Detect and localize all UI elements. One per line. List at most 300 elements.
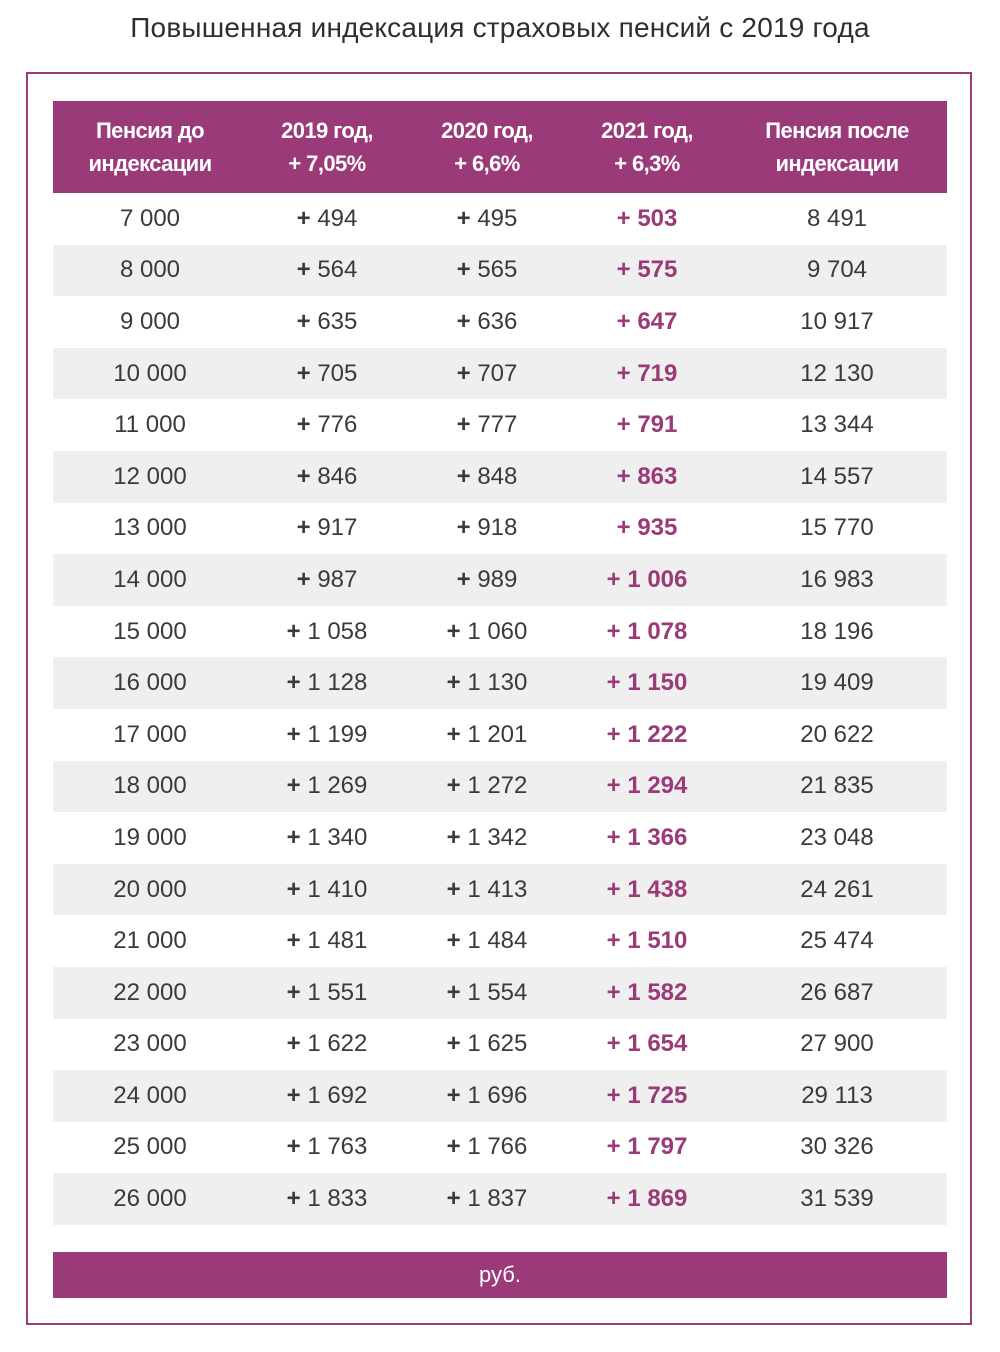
table-cell — [727, 812, 947, 864]
cell-value: 21 835 — [800, 772, 874, 800]
table-cell — [567, 967, 727, 1019]
table-cell — [247, 1122, 407, 1174]
increase-sign: + — [286, 978, 301, 1006]
column-header — [53, 101, 247, 193]
table-cell — [53, 1070, 247, 1122]
increase-sign: + — [456, 256, 471, 284]
table-cell — [407, 193, 567, 245]
table-cell — [567, 864, 727, 916]
table-cell — [567, 1122, 727, 1174]
cell-value: 503 — [637, 204, 678, 232]
table-cell — [567, 348, 727, 400]
cell-value: 1 128 — [307, 669, 368, 697]
increase-sign: + — [606, 978, 621, 1006]
column-header-line: + 7,05% — [288, 151, 366, 176]
table-row — [53, 503, 947, 555]
increase-sign: + — [606, 1185, 621, 1213]
cell-value: 1 342 — [467, 823, 528, 851]
table-cell — [407, 503, 567, 555]
table-cell — [407, 967, 567, 1019]
increase-sign: + — [286, 1081, 301, 1109]
cell-value: 1 582 — [627, 978, 688, 1006]
cell-value: 1 763 — [307, 1133, 368, 1161]
table-cell — [247, 296, 407, 348]
table-cell — [247, 348, 407, 400]
table-row — [53, 296, 947, 348]
cell-value: 1 869 — [627, 1185, 688, 1213]
table-row — [53, 399, 947, 451]
table-cell — [247, 193, 407, 245]
increase-sign: + — [606, 669, 621, 697]
cell-value: 13 344 — [800, 411, 874, 439]
increase-sign: + — [446, 823, 461, 851]
table-row — [53, 657, 947, 709]
increase-sign: + — [286, 1133, 301, 1161]
table-cell — [407, 296, 567, 348]
cell-value: 1 272 — [467, 772, 528, 800]
increase-sign: + — [446, 1185, 461, 1213]
increase-sign: + — [286, 823, 301, 851]
cell-value: 1 554 — [467, 978, 528, 1006]
table-cell — [53, 245, 247, 297]
increase-sign: + — [446, 1030, 461, 1058]
table-row — [53, 915, 947, 967]
increase-sign: + — [286, 927, 301, 955]
table-cell — [727, 761, 947, 813]
table-cell — [407, 709, 567, 761]
cell-value: 1 438 — [627, 875, 688, 903]
increase-sign: + — [616, 411, 631, 439]
increase-sign: + — [296, 411, 311, 439]
increase-sign: + — [456, 565, 471, 593]
increase-sign: + — [606, 927, 621, 955]
table-cell — [407, 1122, 567, 1174]
increase-sign: + — [606, 875, 621, 903]
cell-value: 14 000 — [113, 565, 187, 593]
cell-value: 1 510 — [627, 927, 688, 955]
table-cell — [727, 1019, 947, 1071]
table-cell — [247, 606, 407, 658]
column-header-line: индексации — [88, 151, 212, 176]
column-header — [247, 101, 407, 193]
increase-sign: + — [616, 204, 631, 232]
table-cell — [567, 503, 727, 555]
table-row — [53, 761, 947, 813]
column-header — [567, 101, 727, 193]
increase-sign: + — [616, 462, 631, 490]
table-row — [53, 606, 947, 658]
column-header-line: индексации — [775, 151, 899, 176]
table-row — [53, 1019, 947, 1071]
cell-value: 1 199 — [307, 720, 368, 748]
cell-value: 846 — [317, 462, 358, 490]
cell-value: 24 261 — [800, 875, 874, 903]
table-cell — [727, 709, 947, 761]
cell-value: 1 340 — [307, 823, 368, 851]
table-row — [53, 864, 947, 916]
table-cell — [407, 245, 567, 297]
cell-value: 29 113 — [801, 1081, 873, 1109]
table-cell — [727, 1122, 947, 1174]
cell-value: 1 413 — [467, 875, 528, 903]
cell-value: 20 622 — [800, 720, 874, 748]
table-cell — [727, 296, 947, 348]
cell-value: 987 — [317, 565, 358, 593]
table-cell — [53, 761, 247, 813]
increase-sign: + — [286, 617, 301, 645]
cell-value: 1 725 — [627, 1081, 688, 1109]
cell-value: 719 — [637, 359, 678, 387]
increase-sign: + — [296, 514, 311, 542]
cell-value: 918 — [477, 514, 518, 542]
cell-value: 1 696 — [467, 1081, 528, 1109]
cell-value: 1 481 — [307, 927, 368, 955]
cell-value: 495 — [477, 204, 518, 232]
table-cell — [567, 915, 727, 967]
increase-sign: + — [616, 514, 631, 542]
cell-value: 705 — [317, 359, 358, 387]
table-cell — [727, 503, 947, 555]
table-cell — [567, 761, 727, 813]
cell-value: 1 833 — [307, 1185, 368, 1213]
cell-value: 1 484 — [467, 927, 528, 955]
cell-value: 1 130 — [467, 669, 528, 697]
table-row — [53, 451, 947, 503]
page-title: Повышенная индексация страховых пенсий с 2019 года — [130, 12, 870, 43]
cell-value: 10 000 — [113, 359, 187, 387]
cell-value: 13 000 — [113, 514, 187, 542]
increase-sign: + — [446, 1133, 461, 1161]
table-cell — [53, 1173, 247, 1225]
increase-sign: + — [286, 772, 301, 800]
table-cell — [53, 503, 247, 555]
pension-table-container — [53, 101, 947, 1225]
cell-value: 15 770 — [800, 514, 874, 542]
cell-value: 27 900 — [800, 1030, 874, 1058]
increase-sign: + — [456, 411, 471, 439]
increase-sign: + — [456, 204, 471, 232]
column-header-line: Пенсия после — [765, 118, 909, 143]
table-cell — [567, 1019, 727, 1071]
increase-sign: + — [616, 307, 631, 335]
table-cell — [53, 399, 247, 451]
table-cell — [567, 606, 727, 658]
table-row — [53, 1070, 947, 1122]
table-cell — [407, 761, 567, 813]
cell-value: 1 006 — [627, 565, 688, 593]
increase-sign: + — [446, 875, 461, 903]
cell-value: 21 000 — [113, 927, 187, 955]
column-header — [407, 101, 567, 193]
table-cell — [247, 812, 407, 864]
cell-value: 494 — [317, 204, 358, 232]
cell-value: 25 474 — [800, 927, 874, 955]
table-cell — [407, 348, 567, 400]
table-cell — [727, 1070, 947, 1122]
column-header-line: 2019 год, — [281, 118, 373, 143]
increase-sign: + — [446, 669, 461, 697]
table-cell — [567, 193, 727, 245]
currency-footer: руб. — [53, 1252, 947, 1298]
increase-sign: + — [606, 720, 621, 748]
cell-value: 23 000 — [113, 1030, 187, 1058]
cell-value: 636 — [477, 307, 518, 335]
cell-value: 565 — [477, 256, 518, 284]
table-cell — [53, 1019, 247, 1071]
cell-value: 1 837 — [467, 1185, 528, 1213]
table-cell — [407, 915, 567, 967]
table-row — [53, 1122, 947, 1174]
cell-value: 1 797 — [627, 1133, 688, 1161]
table-cell — [727, 657, 947, 709]
increase-sign: + — [606, 772, 621, 800]
cell-value: 1 766 — [467, 1133, 528, 1161]
table-cell — [53, 296, 247, 348]
cell-value: 22 000 — [113, 978, 187, 1006]
cell-value: 635 — [317, 307, 358, 335]
table-row — [53, 193, 947, 245]
table-cell — [247, 245, 407, 297]
pension-indexation-table — [53, 101, 947, 1225]
table-cell — [567, 451, 727, 503]
cell-value: 31 539 — [800, 1185, 874, 1213]
table-row — [53, 709, 947, 761]
table-cell — [407, 1019, 567, 1071]
increase-sign: + — [606, 823, 621, 851]
column-header-line: + 6,6% — [454, 151, 520, 176]
table-cell — [567, 657, 727, 709]
cell-value: 8 000 — [119, 256, 181, 284]
cell-value: 14 557 — [800, 462, 874, 490]
column-header-line: 2020 год, — [441, 118, 533, 143]
header-row — [53, 101, 947, 193]
cell-value: 1 222 — [627, 720, 688, 748]
cell-value: 20 000 — [113, 875, 187, 903]
table-cell — [53, 554, 247, 606]
cell-value: 9 000 — [119, 307, 181, 335]
table-cell — [247, 1173, 407, 1225]
cell-value: 9 704 — [806, 256, 868, 284]
table-cell — [53, 812, 247, 864]
cell-value: 1 201 — [467, 720, 528, 748]
table-cell — [567, 1173, 727, 1225]
table-cell — [567, 399, 727, 451]
increase-sign: + — [296, 204, 311, 232]
table-cell — [53, 348, 247, 400]
table-cell — [727, 193, 947, 245]
cell-value: 1 060 — [467, 617, 528, 645]
cell-value: 26 687 — [800, 978, 874, 1006]
table-cell — [247, 657, 407, 709]
table-cell — [53, 451, 247, 503]
table-cell — [247, 1019, 407, 1071]
cell-value: 917 — [317, 514, 358, 542]
cell-value: 989 — [477, 565, 518, 593]
cell-value: 15 000 — [113, 617, 187, 645]
table-cell — [727, 1173, 947, 1225]
table-cell — [567, 812, 727, 864]
cell-value: 12 130 — [800, 359, 874, 387]
cell-value: 776 — [317, 411, 358, 439]
table-cell — [727, 554, 947, 606]
table-cell — [727, 399, 947, 451]
increase-sign: + — [296, 307, 311, 335]
table-cell — [567, 245, 727, 297]
table-cell — [53, 709, 247, 761]
table-cell — [727, 915, 947, 967]
increase-sign: + — [606, 565, 621, 593]
cell-value: 18 196 — [800, 617, 874, 645]
table-cell — [247, 451, 407, 503]
increase-sign: + — [456, 359, 471, 387]
cell-value: 25 000 — [113, 1133, 187, 1161]
column-header-line: 2021 год, — [601, 118, 693, 143]
table-cell — [247, 503, 407, 555]
cell-value: 1 150 — [627, 669, 688, 697]
table-cell — [407, 606, 567, 658]
increase-sign: + — [286, 1030, 301, 1058]
increase-sign: + — [606, 1030, 621, 1058]
increase-sign: + — [446, 617, 461, 645]
cell-value: 647 — [637, 307, 678, 335]
column-header-line: + 6,3% — [614, 151, 680, 176]
column-header-line: Пенсия до — [95, 118, 205, 143]
table-cell — [53, 967, 247, 1019]
cell-value: 1 366 — [627, 823, 688, 851]
table-cell — [727, 245, 947, 297]
table-cell — [247, 709, 407, 761]
increase-sign: + — [296, 565, 311, 593]
cell-value: 777 — [477, 411, 518, 439]
cell-value: 12 000 — [113, 462, 187, 490]
table-cell — [727, 967, 947, 1019]
increase-sign: + — [296, 462, 311, 490]
increase-sign: + — [456, 307, 471, 335]
table-cell — [53, 915, 247, 967]
cell-value: 1 622 — [307, 1030, 368, 1058]
cell-value: 11 000 — [114, 411, 186, 439]
table-cell — [407, 864, 567, 916]
increase-sign: + — [616, 256, 631, 284]
cell-value: 935 — [637, 514, 678, 542]
cell-value: 8 491 — [806, 204, 868, 232]
increase-sign: + — [606, 1081, 621, 1109]
increase-sign: + — [616, 359, 631, 387]
table-cell — [407, 399, 567, 451]
table-row — [53, 348, 947, 400]
table-cell — [247, 967, 407, 1019]
table-cell — [407, 1173, 567, 1225]
cell-value: 1 625 — [467, 1030, 528, 1058]
table-cell — [407, 451, 567, 503]
table-body — [53, 193, 947, 1225]
column-header — [727, 101, 947, 193]
increase-sign: + — [606, 617, 621, 645]
increase-sign: + — [286, 1185, 301, 1213]
increase-sign: + — [606, 1133, 621, 1161]
table-cell — [247, 554, 407, 606]
cell-value: 1 410 — [307, 875, 368, 903]
table-cell — [247, 864, 407, 916]
table-row — [53, 245, 947, 297]
cell-value: 26 000 — [113, 1185, 187, 1213]
increase-sign: + — [446, 1081, 461, 1109]
table-cell — [407, 1070, 567, 1122]
cell-value: 16 000 — [113, 669, 187, 697]
cell-value: 18 000 — [113, 772, 187, 800]
table-cell — [727, 451, 947, 503]
cell-value: 791 — [637, 411, 678, 439]
increase-sign: + — [296, 359, 311, 387]
increase-sign: + — [446, 720, 461, 748]
table-row — [53, 554, 947, 606]
increase-sign: + — [296, 256, 311, 284]
table-cell — [53, 193, 247, 245]
cell-value: 19 409 — [800, 669, 874, 697]
table-cell — [247, 399, 407, 451]
cell-value: 1 692 — [307, 1081, 368, 1109]
cell-value: 19 000 — [113, 823, 187, 851]
table-cell — [407, 554, 567, 606]
table-cell — [727, 606, 947, 658]
cell-value: 1 551 — [307, 978, 368, 1006]
increase-sign: + — [286, 875, 301, 903]
table-cell — [567, 1070, 727, 1122]
cell-value: 707 — [477, 359, 518, 387]
table-cell — [247, 761, 407, 813]
cell-value: 24 000 — [113, 1081, 187, 1109]
table-cell — [567, 296, 727, 348]
cell-value: 575 — [637, 256, 678, 284]
increase-sign: + — [456, 514, 471, 542]
cell-value: 564 — [317, 256, 358, 284]
increase-sign: + — [446, 772, 461, 800]
table-cell — [53, 864, 247, 916]
table-header — [53, 101, 947, 193]
cell-value: 863 — [637, 462, 678, 490]
table-cell — [53, 1122, 247, 1174]
cell-value: 30 326 — [800, 1133, 874, 1161]
increase-sign: + — [286, 669, 301, 697]
table-cell — [407, 812, 567, 864]
cell-value: 1 058 — [307, 617, 368, 645]
table-cell — [53, 606, 247, 658]
table-cell — [727, 864, 947, 916]
table-cell — [247, 1070, 407, 1122]
increase-sign: + — [456, 462, 471, 490]
cell-value: 1 654 — [627, 1030, 688, 1058]
cell-value: 16 983 — [800, 565, 874, 593]
cell-value: 23 048 — [800, 823, 874, 851]
increase-sign: + — [446, 927, 461, 955]
table-row — [53, 967, 947, 1019]
table-cell — [567, 554, 727, 606]
table-row — [53, 1173, 947, 1225]
cell-value: 1 269 — [307, 772, 368, 800]
table-cell — [247, 915, 407, 967]
table-cell — [727, 348, 947, 400]
cell-value: 1 294 — [627, 772, 688, 800]
cell-value: 1 078 — [627, 617, 688, 645]
cell-value: 17 000 — [113, 720, 187, 748]
increase-sign: + — [286, 720, 301, 748]
table-cell — [53, 657, 247, 709]
table-row — [53, 812, 947, 864]
cell-value: 10 917 — [800, 307, 874, 335]
cell-value: 7 000 — [119, 204, 181, 232]
table-cell — [407, 657, 567, 709]
cell-value: 848 — [477, 462, 518, 490]
